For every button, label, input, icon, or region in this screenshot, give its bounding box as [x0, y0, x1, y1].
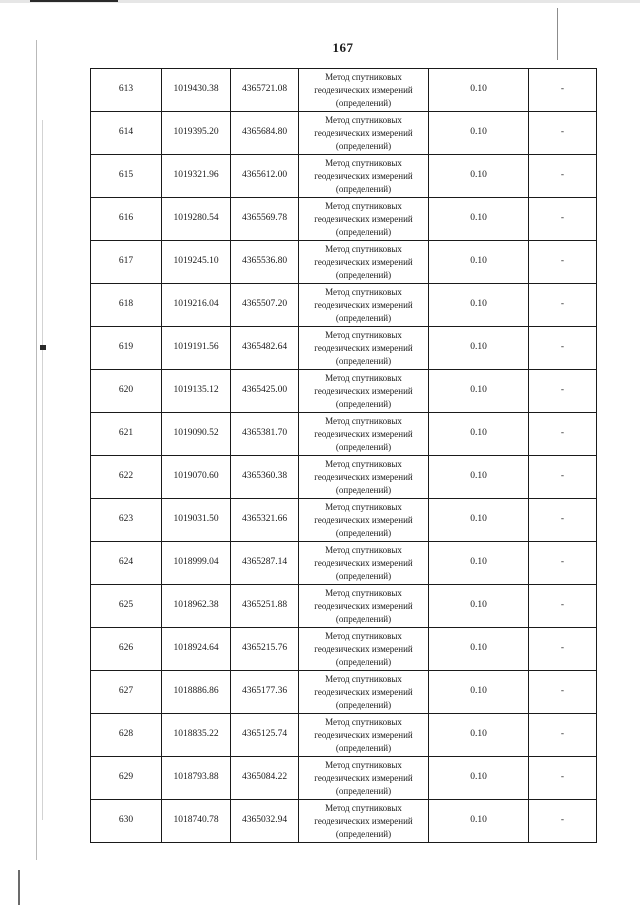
method-text-line: геодезических измерений — [314, 256, 413, 267]
method-text-line: геодезических измерений — [314, 428, 413, 439]
y-coordinate-cell: 4365381.70 — [231, 413, 299, 456]
method-text-line: Метод спутниковых — [325, 415, 402, 426]
accuracy-cell: 0.10 — [429, 327, 529, 370]
accuracy-cell: 0.10 — [429, 155, 529, 198]
point-number-cell: 621 — [91, 413, 162, 456]
method-text-line: Метод спутниковых — [325, 286, 402, 297]
note-cell: - — [529, 413, 597, 456]
table-row — [91, 585, 597, 628]
method-text-line: Метод спутниковых — [325, 114, 402, 125]
point-number-cell: 623 — [91, 499, 162, 542]
x-coordinate-cell: 1018740.78 — [162, 800, 231, 843]
table-row — [91, 284, 597, 327]
page-number: 167 — [332, 40, 354, 55]
method-text-line: Метод спутниковых — [325, 157, 402, 168]
method-cell — [299, 628, 429, 671]
point-number-cell: 618 — [91, 284, 162, 327]
accuracy-cell: 0.10 — [429, 585, 529, 628]
scan-left-line-2 — [42, 120, 43, 820]
table-row — [91, 800, 597, 843]
point-number-cell: 619 — [91, 327, 162, 370]
method-text-line: Метод спутниковых — [325, 630, 402, 641]
method-cell — [299, 456, 429, 499]
y-coordinate-cell: 4365084.22 — [231, 757, 299, 800]
note-cell: - — [529, 370, 597, 413]
x-coordinate-cell: 1019070.60 — [162, 456, 231, 499]
table-row — [91, 542, 597, 585]
method-cell — [299, 198, 429, 241]
x-coordinate-cell: 1019191.56 — [162, 327, 231, 370]
method-cell — [299, 714, 429, 757]
point-number-cell: 627 — [91, 671, 162, 714]
point-number-cell: 626 — [91, 628, 162, 671]
y-coordinate-cell: 4365482.64 — [231, 327, 299, 370]
method-text-line: геодезических измерений — [314, 514, 413, 525]
method-text-line: (определений) — [335, 785, 392, 796]
method-cell — [299, 155, 429, 198]
y-coordinate-cell: 4365536.80 — [231, 241, 299, 284]
method-cell — [299, 112, 429, 155]
method-text-line: Метод спутниковых — [325, 716, 402, 727]
scan-left-mark — [18, 870, 20, 905]
note-cell: - — [529, 628, 597, 671]
table-row — [91, 628, 597, 671]
method-cell — [299, 757, 429, 800]
method-text-line: Метод спутниковых — [325, 243, 402, 254]
accuracy-cell: 0.10 — [429, 499, 529, 542]
method-text-line: (определений) — [335, 699, 392, 710]
y-coordinate-cell: 4365251.88 — [231, 585, 299, 628]
method-text-line: геодезических измерений — [314, 127, 413, 138]
method-text-line: Метод спутниковых — [325, 71, 402, 82]
method-text-line: геодезических измерений — [314, 772, 413, 783]
accuracy-cell: 0.10 — [429, 671, 529, 714]
method-text-line: (определений) — [335, 312, 392, 323]
x-coordinate-cell: 1018999.04 — [162, 542, 231, 585]
accuracy-cell: 0.10 — [429, 370, 529, 413]
accuracy-cell: 0.10 — [429, 628, 529, 671]
table-row — [91, 714, 597, 757]
note-cell: - — [529, 714, 597, 757]
method-text-line: (определений) — [335, 97, 392, 108]
point-number-cell: 615 — [91, 155, 162, 198]
accuracy-cell: 0.10 — [429, 757, 529, 800]
method-text-line: Метод спутниковых — [325, 759, 402, 770]
scan-left-tick — [40, 345, 46, 350]
y-coordinate-cell: 4365507.20 — [231, 284, 299, 327]
method-text-line: геодезических измерений — [314, 600, 413, 611]
note-cell: - — [529, 800, 597, 843]
method-cell — [299, 284, 429, 327]
y-coordinate-cell: 4365684.80 — [231, 112, 299, 155]
x-coordinate-cell: 1019430.38 — [162, 69, 231, 112]
table-row — [91, 413, 597, 456]
note-cell: - — [529, 327, 597, 370]
note-cell: - — [529, 671, 597, 714]
table-row — [91, 671, 597, 714]
method-text-line: геодезических измерений — [314, 729, 413, 740]
method-text-line: (определений) — [335, 484, 392, 495]
table-row — [91, 198, 597, 241]
y-coordinate-cell: 4365321.66 — [231, 499, 299, 542]
y-coordinate-cell: 4365360.38 — [231, 456, 299, 499]
note-cell: - — [529, 198, 597, 241]
note-cell: - — [529, 155, 597, 198]
coordinates-table — [90, 68, 597, 843]
method-text-line: (определений) — [335, 226, 392, 237]
y-coordinate-cell: 4365177.36 — [231, 671, 299, 714]
coordinates-table-body — [91, 69, 597, 843]
x-coordinate-cell: 1019395.20 — [162, 112, 231, 155]
method-text-line: Метод спутниковых — [325, 501, 402, 512]
method-text-line: Метод спутниковых — [325, 329, 402, 340]
method-cell — [299, 542, 429, 585]
method-text-line: (определений) — [335, 140, 392, 151]
method-cell — [299, 370, 429, 413]
accuracy-cell: 0.10 — [429, 413, 529, 456]
method-text-line: геодезических измерений — [314, 471, 413, 482]
table-row — [91, 499, 597, 542]
x-coordinate-cell: 1018835.22 — [162, 714, 231, 757]
method-text-line: Метод спутниковых — [325, 372, 402, 383]
x-coordinate-cell: 1019280.54 — [162, 198, 231, 241]
method-cell — [299, 69, 429, 112]
method-text-line: (определений) — [335, 742, 392, 753]
point-number-cell: 628 — [91, 714, 162, 757]
x-coordinate-cell: 1018793.88 — [162, 757, 231, 800]
method-text-line: геодезических измерений — [314, 84, 413, 95]
point-number-cell: 630 — [91, 800, 162, 843]
accuracy-cell: 0.10 — [429, 714, 529, 757]
method-cell — [299, 585, 429, 628]
x-coordinate-cell: 1019216.04 — [162, 284, 231, 327]
note-cell: - — [529, 757, 597, 800]
method-cell — [299, 499, 429, 542]
accuracy-cell: 0.10 — [429, 284, 529, 327]
point-number-cell: 625 — [91, 585, 162, 628]
x-coordinate-cell: 1019031.50 — [162, 499, 231, 542]
y-coordinate-cell: 4365125.74 — [231, 714, 299, 757]
accuracy-cell: 0.10 — [429, 198, 529, 241]
method-text-line: геодезических измерений — [314, 170, 413, 181]
point-number-cell: 620 — [91, 370, 162, 413]
method-text-line: (определений) — [335, 656, 392, 667]
method-text-line: (определений) — [335, 183, 392, 194]
method-text-line: Метод спутниковых — [325, 458, 402, 469]
method-text-line: геодезических измерений — [314, 213, 413, 224]
method-cell — [299, 327, 429, 370]
table-row — [91, 370, 597, 413]
accuracy-cell: 0.10 — [429, 112, 529, 155]
point-number-cell: 617 — [91, 241, 162, 284]
note-cell: - — [529, 542, 597, 585]
table-row — [91, 757, 597, 800]
y-coordinate-cell: 4365287.14 — [231, 542, 299, 585]
note-cell: - — [529, 69, 597, 112]
method-cell — [299, 671, 429, 714]
y-coordinate-cell: 4365569.78 — [231, 198, 299, 241]
method-text-line: геодезических измерений — [314, 342, 413, 353]
point-number-cell: 629 — [91, 757, 162, 800]
method-text-line: Метод спутниковых — [325, 802, 402, 813]
y-coordinate-cell: 4365612.00 — [231, 155, 299, 198]
method-text-line: (определений) — [335, 527, 392, 538]
method-text-line: Метод спутниковых — [325, 673, 402, 684]
note-cell: - — [529, 456, 597, 499]
y-coordinate-cell: 4365215.76 — [231, 628, 299, 671]
method-text-line: геодезических измерений — [314, 815, 413, 826]
method-cell — [299, 800, 429, 843]
table-row — [91, 456, 597, 499]
y-coordinate-cell: 4365032.94 — [231, 800, 299, 843]
accuracy-cell: 0.10 — [429, 69, 529, 112]
method-text-line: (определений) — [335, 355, 392, 366]
y-coordinate-cell: 4365721.08 — [231, 69, 299, 112]
method-text-line: (определений) — [335, 613, 392, 624]
x-coordinate-cell: 1019135.12 — [162, 370, 231, 413]
method-text-line: Метод спутниковых — [325, 544, 402, 555]
point-number-cell: 622 — [91, 456, 162, 499]
table-row — [91, 241, 597, 284]
method-text-line: (определений) — [335, 570, 392, 581]
accuracy-cell: 0.10 — [429, 542, 529, 585]
table-row — [91, 69, 597, 112]
table-row — [91, 155, 597, 198]
note-cell: - — [529, 499, 597, 542]
method-text-line: геодезических измерений — [314, 686, 413, 697]
method-cell — [299, 413, 429, 456]
note-cell: - — [529, 241, 597, 284]
method-text-line: геодезических измерений — [314, 557, 413, 568]
method-text-line: геодезических измерений — [314, 643, 413, 654]
point-number-cell: 613 — [91, 69, 162, 112]
accuracy-cell: 0.10 — [429, 800, 529, 843]
note-cell: - — [529, 284, 597, 327]
point-number-cell: 614 — [91, 112, 162, 155]
x-coordinate-cell: 1019321.96 — [162, 155, 231, 198]
table-row — [91, 112, 597, 155]
x-coordinate-cell: 1019245.10 — [162, 241, 231, 284]
accuracy-cell: 0.10 — [429, 456, 529, 499]
method-text-line: (определений) — [335, 441, 392, 452]
scan-left-line — [36, 40, 37, 860]
x-coordinate-cell: 1018924.64 — [162, 628, 231, 671]
x-coordinate-cell: 1018886.86 — [162, 671, 231, 714]
table-row — [91, 327, 597, 370]
y-coordinate-cell: 4365425.00 — [231, 370, 299, 413]
method-cell — [299, 241, 429, 284]
scan-top-stroke — [30, 0, 118, 2]
method-text-line: геодезических измерений — [314, 385, 413, 396]
method-text-line: (определений) — [335, 398, 392, 409]
method-text-line: Метод спутниковых — [325, 587, 402, 598]
method-text-line: (определений) — [335, 269, 392, 280]
point-number-cell: 624 — [91, 542, 162, 585]
x-coordinate-cell: 1018962.38 — [162, 585, 231, 628]
method-text-line: (определений) — [335, 828, 392, 839]
note-cell: - — [529, 585, 597, 628]
x-coordinate-cell: 1019090.52 — [162, 413, 231, 456]
note-cell: - — [529, 112, 597, 155]
method-text-line: геодезических измерений — [314, 299, 413, 310]
point-number-cell: 616 — [91, 198, 162, 241]
accuracy-cell: 0.10 — [429, 241, 529, 284]
method-text-line: Метод спутниковых — [325, 200, 402, 211]
